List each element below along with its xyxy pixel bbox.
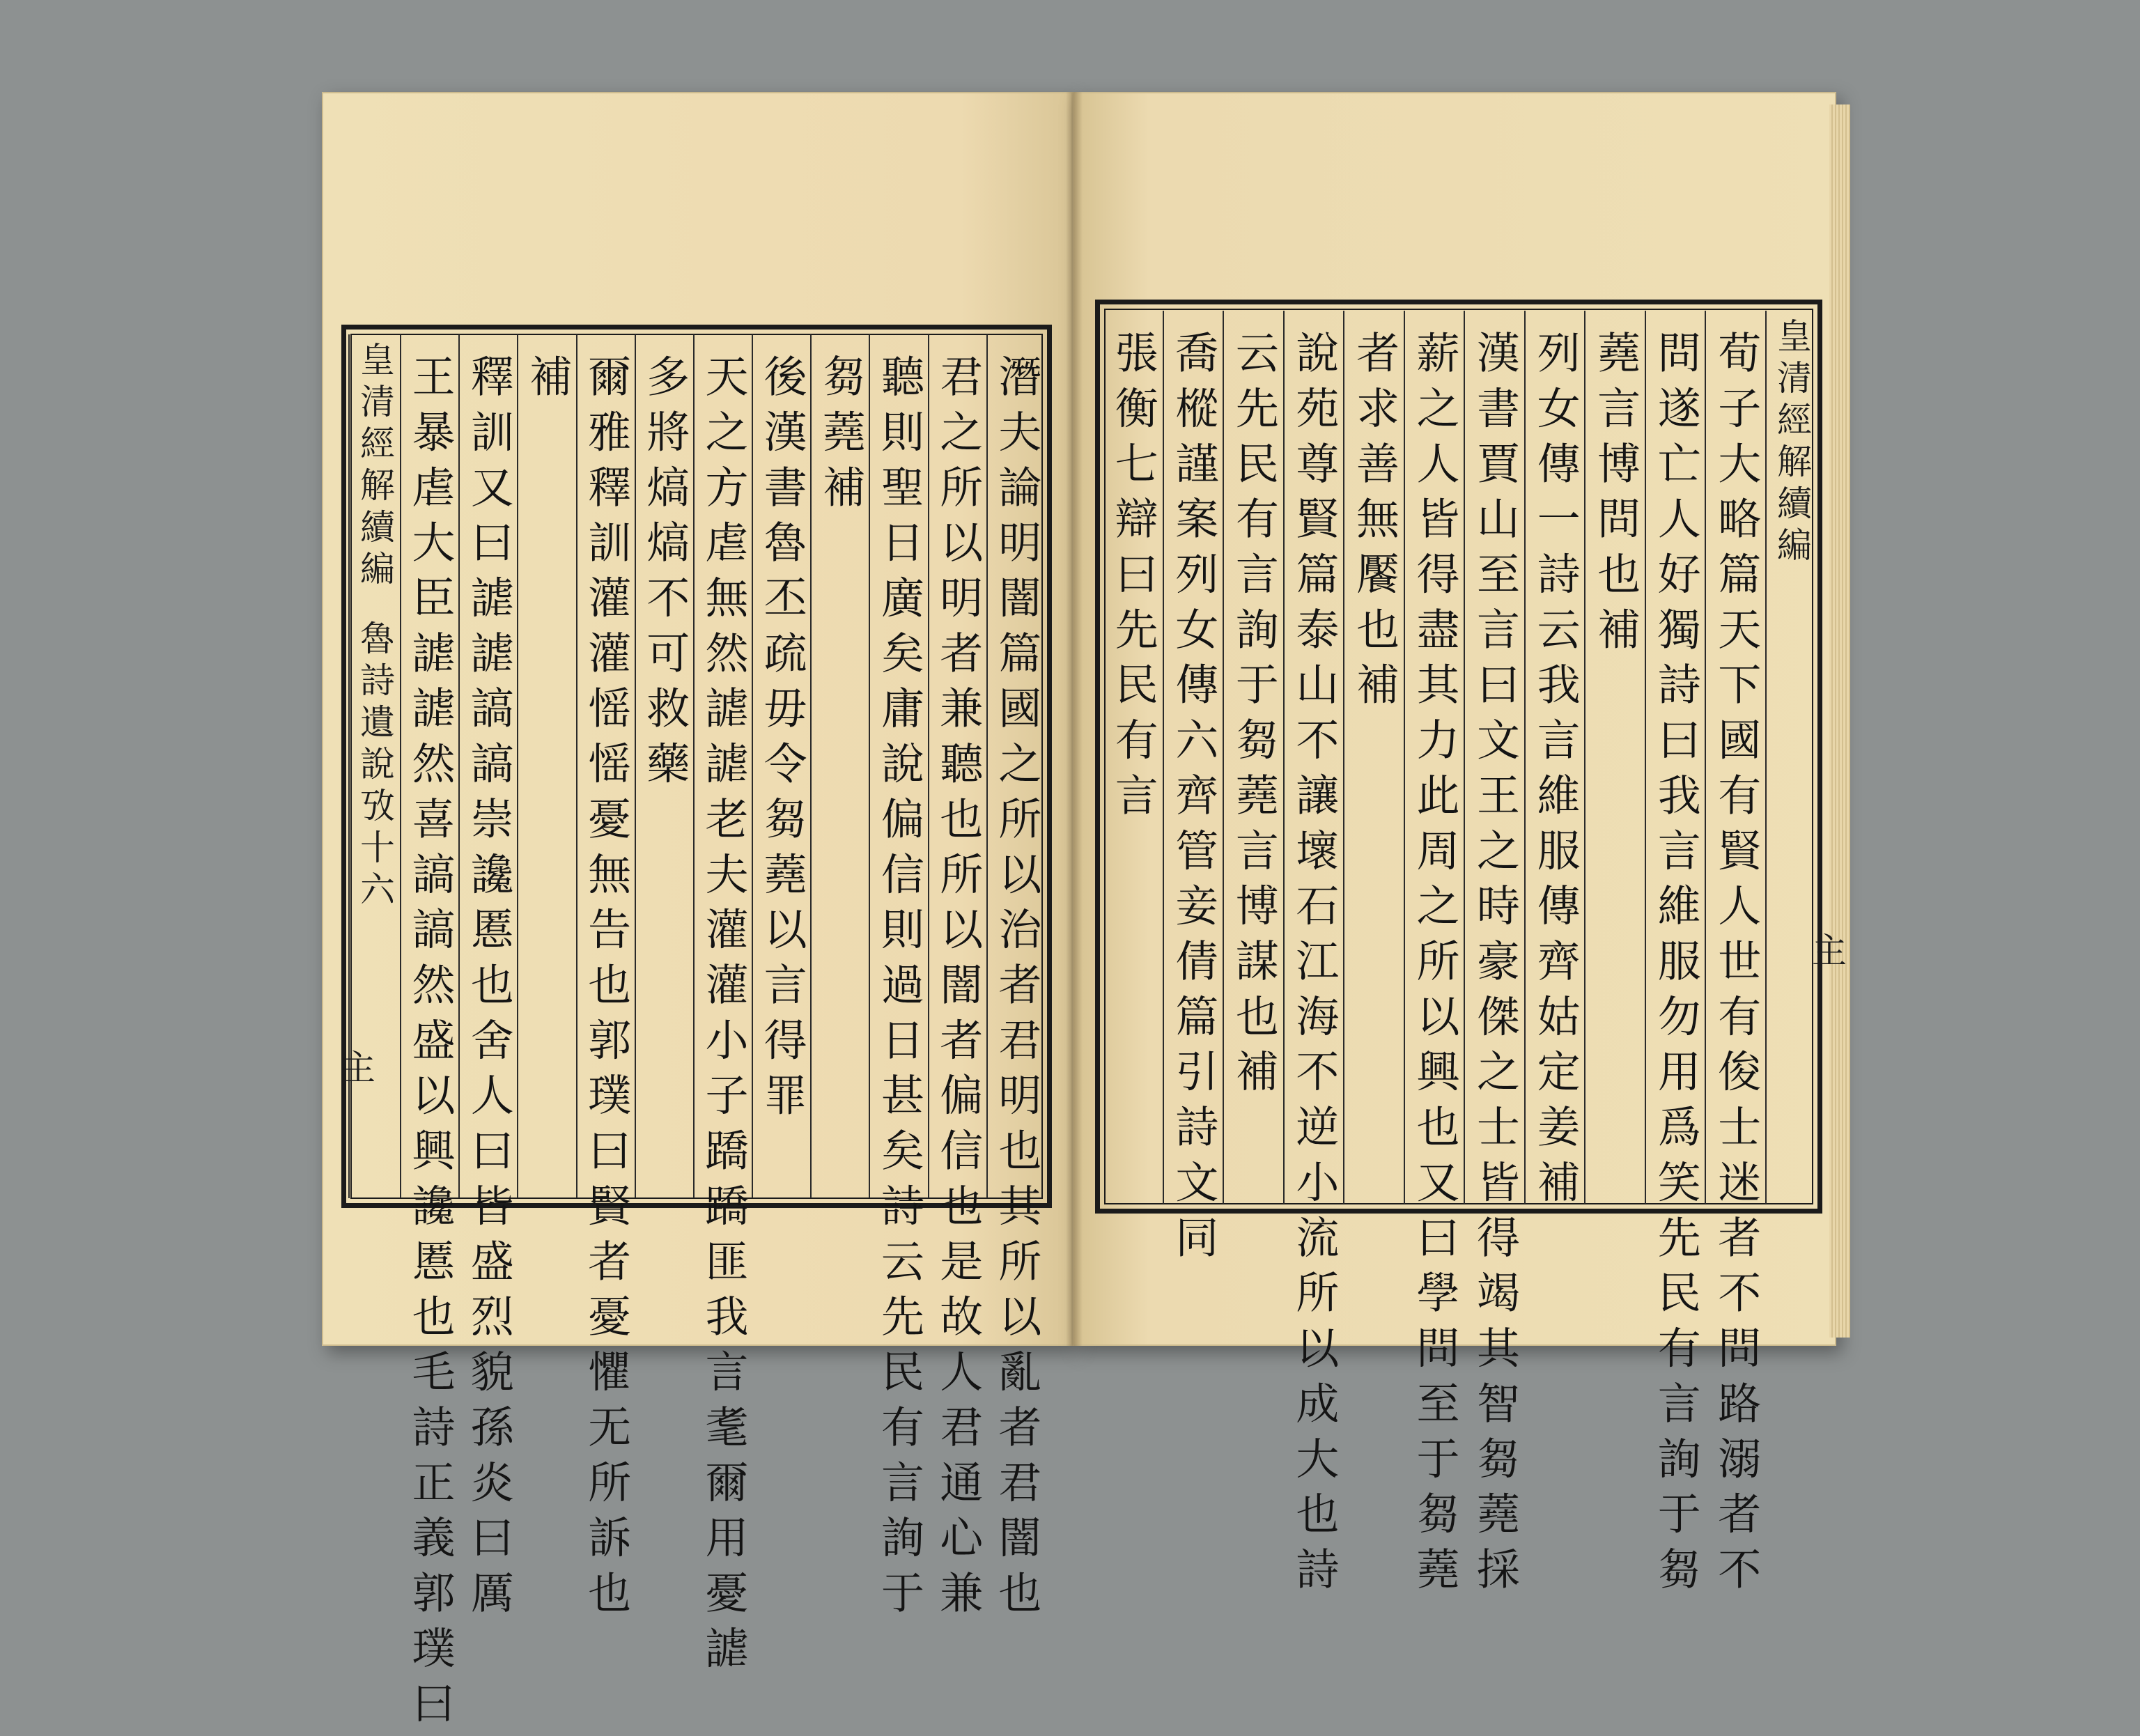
text-column: 者求善無饜也補 [1343,311,1404,1204]
text-column: 張衡七辯曰先民有言 [1108,330,1159,828]
text-column: 云先民有言詢于芻蕘言博謀也補 [1223,311,1283,1204]
right-band-title: 皇清經解續編 [1765,311,1817,1204]
text-column: 喬樅謹案列女傳六齊管妾倩篇引詩文同 [1163,311,1223,1204]
text-column: 天之方虐無然謔謔老夫灌灌小子蹻蹻匪我言耄爾用憂謔 [693,334,752,1198]
text-column: 潛夫論明闇篇國之所以治者君明也其所以亂者君闇也 [986,334,1045,1198]
text-column: 聽則聖日廣矣庸說偏信則過日甚矣詩云先民有言詢于 [869,334,927,1198]
text-column: 漢書賈山至言曰文王之時豪傑之士皆得竭其智芻蕘採 [1464,311,1524,1204]
text-column: 芻蕘補 [810,334,869,1198]
text-column: 荀子大略篇天下國有賢人世有俊士迷者不問路溺者不 [1705,311,1765,1204]
text-column: 爾雅釋訓灌灌愮愮憂無告也郭璞曰賢者憂懼无所訴也 [576,334,635,1198]
chapter-title: 魯詩遺說攷十六 [354,620,395,913]
text-column: 王暴虐大臣謔謔然喜謞謞然盛以興讒慝也毛詩正義郭璞曰 [400,334,458,1198]
page-edges [1829,104,1850,1338]
text-column: 說苑尊賢篇泰山不讓壞石江海不逆小流所以成大也詩 [1283,311,1344,1204]
right-page-columns [1103,311,1817,1602]
left-band-title: 皇清經解續編 魯詩遺說攷十六 [348,334,400,1198]
text-column: 列女傳一詩云我言維服傳齊姑定姜補 [1524,311,1585,1204]
left-page-columns [348,334,1045,1736]
text-column: 後漢書魯丕疏毋令芻蕘以言得罪 [752,334,810,1198]
text-column: 補 [517,334,575,1198]
right-folio: 主 [1806,932,1847,967]
book-gutter [1066,92,1083,1346]
left-folio: 主 [335,1049,375,1084]
text-column: 君之所以明者兼聽也所以闇者偏信也是故人君通心兼 [928,334,986,1198]
text-column: 多將熇熇不可救藥 [635,334,693,1198]
text-column: 釋訓又曰謔謔謞謞崇讒慝也舍人曰皆盛烈貌孫炎曰厲 [458,334,517,1198]
text-column: 蕘言博問也補 [1584,311,1645,1204]
text-column: 問遂亡人好獨詩曰我言維服勿用爲笑先民有言詢于芻 [1645,311,1705,1204]
text-column: 薪之人皆得盡其力此周之所以興也又曰學問至于芻蕘 [1404,311,1464,1204]
